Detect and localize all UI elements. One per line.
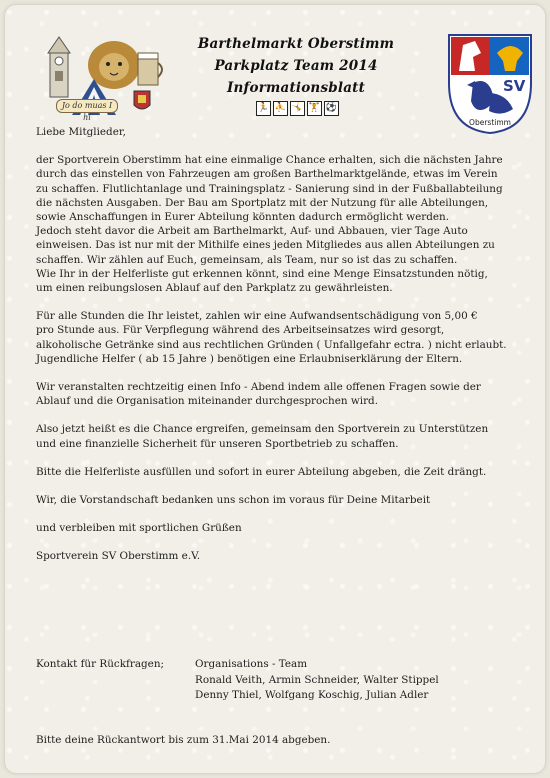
team-title: Parkplatz Team 2014 bbox=[214, 58, 378, 74]
paragraph-chance bbox=[36, 153, 526, 295]
text-line: Für alle Stunden die Ihr leistet, zahlen wir eine Aufwandsentschädigung von 5,00 € bbox=[36, 310, 478, 323]
thanks-line: Wir, die Vorstandschaft bedanken uns schon im voraus für Deine Mitarbeit bbox=[36, 494, 431, 507]
text-line: um einen reibungslosen Ablauf auf den Parkplatz zu gewährleisten. bbox=[36, 282, 393, 295]
document-header bbox=[171, 33, 421, 99]
text-line: Wie Ihr in der Helferliste gut erkennen könnt, sind eine Menge Einsatzstunden nötig, bbox=[36, 267, 488, 280]
sport-icons-row bbox=[256, 101, 339, 116]
text-line: Ablauf und die Organisation miteinander durchgesprochen wird. bbox=[36, 395, 378, 408]
runner-icon: 🏃 bbox=[256, 101, 271, 116]
salutation: Liebe Mitglieder, bbox=[36, 126, 126, 138]
text-line: zu schaffen. Flutlichtanlage und Trainingsplatz - Sanierung sind in der Fußballabteilung bbox=[36, 182, 503, 195]
logo-slogan: Jo do muas I hi bbox=[56, 99, 118, 113]
paragraph-call-to-action bbox=[36, 422, 526, 450]
soccer-icon: ⚽ bbox=[324, 101, 339, 116]
text-line: Jedoch steht davor die Arbeit am Barthelmarkt, Auf- und Abbauen, vier Tage Auto bbox=[36, 225, 468, 238]
team-heading: Organisations - Team bbox=[195, 658, 308, 670]
team-members-line: Denny Thiel, Wolfgang Koschig, Julian Adler bbox=[195, 689, 429, 701]
club-letters: SV bbox=[503, 77, 526, 95]
signature: Sportverein SV Oberstimm e.V. bbox=[36, 550, 201, 563]
text-line: Wir veranstalten rechtzeitig einen Info - Abend indem alle offenen Fragen sowie der bbox=[36, 381, 481, 394]
text-line: durch das einstellen von Fahrzeugen am großen Barthelmarktgelände, etwas im Verein bbox=[36, 168, 498, 181]
text-line: schaffen. Wir zählen auf Euch, gemeinsam, als Team, nur so ist das zu schaffen. bbox=[36, 253, 458, 266]
text-line: Also jetzt heißt es die Chance ergreifen, gemeinsam den Sportverein zu Unterstützen bbox=[36, 423, 489, 436]
document-title: Informationsblatt bbox=[226, 80, 366, 96]
letter-sheet bbox=[4, 4, 546, 774]
text-line: und eine finanzielle Sicherheit für unseren Sportbetrieb zu schaffen. bbox=[36, 437, 399, 450]
sv-oberstimm-logo bbox=[445, 31, 535, 135]
weightlifter-icon: 🏋 bbox=[307, 101, 322, 116]
organisation-team bbox=[195, 657, 439, 704]
reply-deadline: Bitte deine Rückantwort bis zum 31.Mai 2014 abgeben. bbox=[36, 734, 331, 746]
barthelmarkt-logo bbox=[42, 35, 170, 120]
paragraph-compensation bbox=[36, 309, 526, 366]
event-title: Barthelmarkt Oberstimm bbox=[197, 36, 395, 52]
text-line: einweisen. Das ist nur mit der Mithilfe eines jeden Mitgliedes aus allen Abteilungen zu bbox=[36, 239, 495, 252]
contact-label: Kontakt für Rückfragen; bbox=[36, 658, 165, 670]
text-line: Jugendliche Helfer ( ab 15 Jahre ) benötigen eine Erlaubniserklärung der Eltern. bbox=[36, 352, 463, 365]
text-line: alkoholische Getränke sind aus rechtlichen Gründen ( Unfallgefahr ectra. ) nicht erlaubt. bbox=[36, 338, 507, 351]
club-crest-icon bbox=[445, 31, 535, 135]
closing-line: und verbleiben mit sportlichen Grüßen bbox=[36, 522, 242, 535]
team-members-line: Ronald Veith, Armin Schneider, Walter Stippel bbox=[195, 673, 439, 686]
gymnast-icon: 🤸 bbox=[290, 101, 305, 116]
text-line: sowie Anschaffungen in Eurer Abteilung könnten dadurch ermöglicht werden. bbox=[36, 211, 450, 224]
text-line: die nächsten Ausgaben. Der Bau am Sportplatz mit der Nutzung für alle Abteilungen, bbox=[36, 196, 489, 209]
club-name-label: Oberstimm bbox=[469, 118, 511, 127]
paragraph-info-evening bbox=[36, 380, 526, 408]
basketball-icon: ⛹ bbox=[273, 101, 288, 116]
letter-body bbox=[36, 125, 526, 564]
text-line: pro Stunde aus. Für Verpflegung während des Arbeitseinsatzes wird gesorgt, bbox=[36, 324, 445, 337]
text-line: der Sportverein Oberstimm hat eine einmalige Chance erhalten, sich die nächsten Jahre bbox=[36, 154, 503, 167]
helper-list-instruction: Bitte die Helferliste ausfüllen und sofort in eurer Abteilung abgeben, die Zeit drängt. bbox=[36, 465, 487, 478]
